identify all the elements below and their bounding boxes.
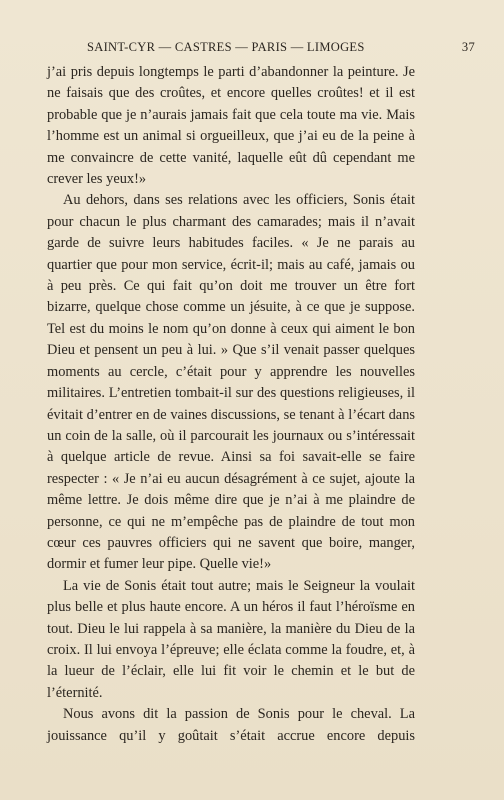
- paragraph-1: j’ai pris depuis longtemps le parti d’abandonner la peinture. Je ne faisais que des croûtes, et encore quelles croûtes! et il est probable que je n’aurais jamais fait que cela toute ma vie. Mais l’homme est un animal si orgueilleux, que j’ai eu de la peine à me convaincre de cette vanité, laquelle eût dû cependant me crever les yeux!»: [47, 64, 415, 188]
- page-header: [47, 40, 475, 58]
- page-number: 37: [461, 40, 475, 54]
- paragraph-4: Nous avons dit la passion de Sonis pour le cheval. La jouissance qu’il y goûtait s’était accrue encore depuis: [47, 706, 415, 744]
- paragraph-2: Au dehors, dans ses relations avec les officiers, Sonis était pour chacun le plus charmant des camarades; mais il n’avait garde de suivre leurs habitudes faciles. « Je ne parais au quartier que pour mon service, écrit-il; mais au café, jamais ou à peu près. Ce qui fait qu’on doit me trouver un être fort bizarre, quelque chose comme un jésuite, à ce que je suppose. Tel est du moins le nom qu’on donne à ceux qui aiment le bon Dieu et pensent un peu à lui. » Que s’il venait passer quelques moments au cercle, c’était pour y apprendre les nouvelles militaires. L’entretien tombait-il sur des questions religieuses, il évitait d’entrer en de vaines discussions, se tenant à l’écart dans un coin de la salle, où il parcourait les journaux ou s’intéressait à quelque article de revue. Ainsi sa foi savait-elle se faire respecter : « Je n’ai eu aucun désagrément à ce sujet, ajoute la même lettre. Je dois même dire que je n’ai à me plaindre de personne, ce qui ne m’empêche pas de plaindre de tout mon cœur ces pauvres officiers qui ne savent que boire, manger, dormir et fumer leur pipe. Quelle vie!»: [47, 192, 415, 573]
- body-text: [47, 62, 415, 747]
- paragraph-3: La vie de Sonis était tout autre; mais le Seigneur la voulait plus belle et plus haute encore. A un héros il faut l’héroïsme en tout. Dieu le lui rappela à sa manière, la manière du Dieu de la croix. Il lui envoya l’épreuve; elle éclata comme la foudre, et, à la lueur de l’éclair, elle lui fit voir le chemin et le but de l’éternité.: [47, 577, 415, 701]
- running-head: SAINT-CYR — CASTRES — PARIS — LIMOGES: [87, 40, 365, 54]
